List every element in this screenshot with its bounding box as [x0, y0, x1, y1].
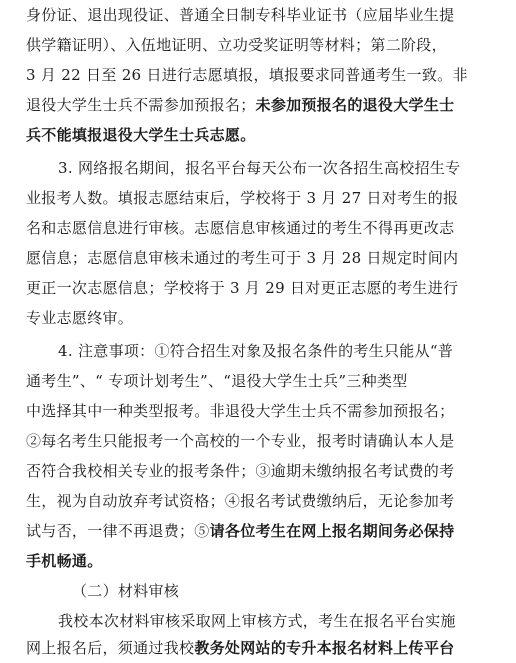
- text-line-11: 专业志愿终审。: [26, 309, 134, 327]
- text-line-21: 我校本次材料审核采取网上审核方式，考生在报名平台实施: [58, 612, 456, 630]
- text-line-16: 否符合我校相关专业的报考条件；③逾期未缴纳报名考试费的考: [26, 462, 455, 480]
- text-line-12: 4. 注意事项：①符合招生对象及报名条件的考生只能从“普: [58, 342, 454, 360]
- text-line-17: 生，视为自动放弃考试资格；④报名考试费缴纳后，无论参加考: [26, 492, 455, 510]
- text-line-18: 试与否，一律不再退费；⑤请各位考生在网上报名期间务必保持: [26, 522, 455, 540]
- text-line-19: [26, 546, 496, 576]
- text-line-15: ②每名考生只能报考一个高校的一个专业，报考时请确认本人是: [26, 432, 455, 450]
- bold-text: 未参加预报名的退役大学生士: [255, 96, 455, 114]
- text-line-4: 退役大学生士兵不需参加预报名；未参加预报名的退役大学生士: [26, 96, 455, 114]
- text-line-9: 愿信息；志愿信息审核未通过的考生可于 3 月 28 日规定时间内: [26, 249, 459, 267]
- section-heading: （二）材料审核: [72, 582, 180, 600]
- text-line-2: 供学籍证明）、入伍地证明、立功受奖证明等材料；第二阶段，: [26, 36, 447, 54]
- text-line-13: 通考生”、“ 专项计划考生”、“退役大学生士兵”三种类型: [26, 372, 408, 390]
- text-line-14: 中选择其中一种类型报考。非退役大学生士兵不需参加预报名；: [26, 402, 455, 420]
- text-line-3: 3 月 22 日至 26 日进行志愿填报，填报要求同普通考生一致。非: [26, 66, 468, 84]
- bold-text: 请各位考生在网上报名期间务必保持: [209, 522, 455, 540]
- text-line-1: 身份证、退出现役证、普通全日制专科毕业证书（应届毕业生提: [26, 6, 455, 24]
- text-line-10: 更正一次志愿信息；学校将于 3 月 29 日对更正志愿的考生进行: [26, 279, 459, 297]
- text-line-6: 3. 网络报名期间，报名平台每天公布一次各招生高校招生专: [58, 159, 461, 177]
- text-line-5: [26, 120, 496, 150]
- text-line-22: 网上报名后，须通过我校教务处网站的专升本报名材料上传平台: [26, 639, 455, 657]
- text-line-8: 名和志愿信息进行审核。志愿信息审核通过的考生不得再更改志: [26, 219, 455, 237]
- bold-text: 手机畅通。: [26, 552, 103, 570]
- bold-text: 兵不能填报退役大学生士兵志愿。: [26, 126, 256, 144]
- bold-text: 教务处网站的专升本报名材料上传平台: [194, 639, 455, 657]
- text-line-7: 业报考人数。填报志愿结束后，学校将于 3 月 27 日对考生的报: [26, 189, 459, 207]
